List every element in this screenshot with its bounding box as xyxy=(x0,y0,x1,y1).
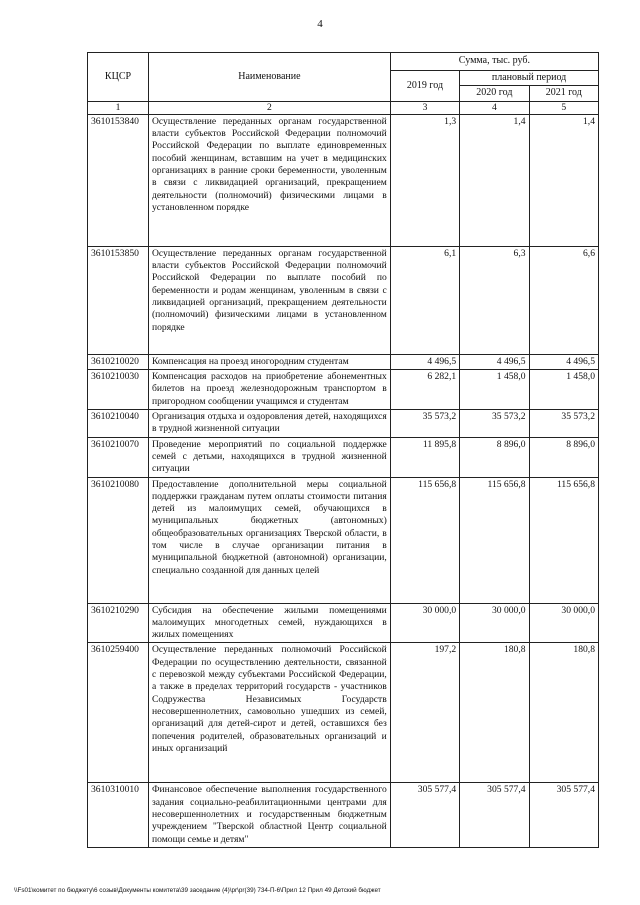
index-cell: 4 xyxy=(460,101,529,114)
row-value-2020: 30 000,0 xyxy=(460,603,529,643)
row-name: Осуществление переданных органам государственной власти субъектов Российской Федерации полномочий Российской Федерации по выплате единовременных пособий женщинам, вставшим на учет в медицинских организациях в ранние сроки беременности, уволенным в связи с ликвидацией организаций, прекращением деятельности (полномочий) физическими лицами в установленном порядке xyxy=(148,114,390,246)
row-value-2020: 4 496,5 xyxy=(460,354,529,369)
table-row xyxy=(88,437,599,477)
table-row xyxy=(88,246,599,354)
row-name: Субсидия на обеспечение жилыми помещениями малоимущих многодетных семей, нуждающихся в жилых помещениях xyxy=(148,603,390,643)
file-path-footer: \\Fs01\комитет по бюджету\6 созыв\Документы комитета\39 заседание (4)\pr\pr(39) 734-П-6\Прил 12 Прил 49 Детский бюджет xyxy=(14,887,381,894)
row-value-2020: 8 896,0 xyxy=(460,437,529,477)
row-code: 3610153840 xyxy=(88,114,149,246)
row-value-2020: 35 573,2 xyxy=(460,410,529,438)
row-code: 3610210080 xyxy=(88,477,149,603)
row-value-2021: 35 573,2 xyxy=(529,410,598,438)
index-cell: 1 xyxy=(88,101,149,114)
table-row xyxy=(88,370,599,410)
row-code: 3610210070 xyxy=(88,437,149,477)
table-row xyxy=(88,603,599,643)
row-name: Осуществление переданных органам государственной власти субъектов Российской Федерации полномочий Российской Федерации по выплате пособий по беременности и родам женщинам, уволенным в связи с ликвидацией организаций, прекращением деятельности (полномочий) физическими лицами в установленном порядке xyxy=(148,246,390,354)
row-name: Компенсация на проезд иногородним студентам xyxy=(148,354,390,369)
row-name: Осуществление переданных полномочий Российской Федерации по осуществлению деятельности, связанной с перевозкой между субъектами Российской Федерации, а также в пределах территорий государств - участников Содружества Независимых Государств несовершеннолетних, самовольно ушедших из семей, организаций для детей-сирот и детей, оставшихся без попечения родителей, образовательных организаций и иных организаций xyxy=(148,643,390,783)
page-number: 4 xyxy=(317,18,323,30)
row-value-2019: 115 656,8 xyxy=(390,477,459,603)
header-name: Наименование xyxy=(148,53,390,102)
table-row xyxy=(88,783,599,847)
row-code: 3610259400 xyxy=(88,643,149,783)
row-value-2019: 305 577,4 xyxy=(390,783,459,847)
header-sum: Сумма, тыс. руб. xyxy=(390,53,598,71)
header-year-2019: 2019 год xyxy=(390,71,459,102)
row-value-2021: 8 896,0 xyxy=(529,437,598,477)
row-value-2019: 4 496,5 xyxy=(390,354,459,369)
row-value-2021: 1 458,0 xyxy=(529,370,598,410)
row-name: Организация отдыха и оздоровления детей, находящихся в трудной жизненной ситуации xyxy=(148,410,390,438)
row-value-2021: 30 000,0 xyxy=(529,603,598,643)
header-year-2020: 2020 год xyxy=(460,86,529,101)
row-value-2021: 6,6 xyxy=(529,246,598,354)
table-row xyxy=(88,410,599,438)
row-code: 3610210020 xyxy=(88,354,149,369)
index-cell: 2 xyxy=(148,101,390,114)
row-name: Финансовое обеспечение выполнения государственного задания социально-реабилитационными центрами для несовершеннолетних и государственным бюджетным учреждением "Тверской областной Центр социальной помощи семье и детям" xyxy=(148,783,390,847)
row-value-2021: 180,8 xyxy=(529,643,598,783)
row-value-2019: 6 282,1 xyxy=(390,370,459,410)
row-value-2020: 6,3 xyxy=(460,246,529,354)
table-row xyxy=(88,477,599,603)
row-code: 3610153850 xyxy=(88,246,149,354)
row-code: 3610210040 xyxy=(88,410,149,438)
row-value-2020: 305 577,4 xyxy=(460,783,529,847)
row-value-2020: 115 656,8 xyxy=(460,477,529,603)
row-value-2021: 115 656,8 xyxy=(529,477,598,603)
table-row xyxy=(88,643,599,783)
row-name: Предоставление дополнительной меры социальной поддержки гражданам путем оплаты стоимости питания детей из малоимущих семей, обучающихся в муниципальных бюджетных (автономных) общеобразовательных организациях Тверской области, в том числе в случае организации питания в муниципальной бюджетной (автономной) организации, специально созданной для данных целей xyxy=(148,477,390,603)
row-value-2019: 1,3 xyxy=(390,114,459,246)
row-code: 3610310010 xyxy=(88,783,149,847)
header-planned-period: плановый период xyxy=(460,71,599,86)
row-value-2021: 4 496,5 xyxy=(529,354,598,369)
header-year-2021: 2021 год xyxy=(529,86,598,101)
row-value-2020: 1 458,0 xyxy=(460,370,529,410)
row-value-2019: 11 895,8 xyxy=(390,437,459,477)
budget-table xyxy=(87,52,599,848)
row-value-2019: 197,2 xyxy=(390,643,459,783)
row-name: Проведение мероприятий по социальной поддержке семей с детьми, находящихся в трудной жизненной ситуации xyxy=(148,437,390,477)
row-value-2019: 6,1 xyxy=(390,246,459,354)
row-value-2021: 305 577,4 xyxy=(529,783,598,847)
header-code: КЦСР xyxy=(88,53,149,102)
index-row xyxy=(88,101,599,114)
row-value-2019: 30 000,0 xyxy=(390,603,459,643)
row-value-2019: 35 573,2 xyxy=(390,410,459,438)
row-name: Компенсация расходов на приобретение абонементных билетов на проезд железнодорожным транспортом в пригородном сообщении учащимся и студентам xyxy=(148,370,390,410)
index-cell: 3 xyxy=(390,101,459,114)
row-value-2021: 1,4 xyxy=(529,114,598,246)
row-code: 3610210290 xyxy=(88,603,149,643)
table-row xyxy=(88,354,599,369)
row-code: 3610210030 xyxy=(88,370,149,410)
row-value-2020: 1,4 xyxy=(460,114,529,246)
table-row xyxy=(88,114,599,246)
index-cell: 5 xyxy=(529,101,598,114)
row-value-2020: 180,8 xyxy=(460,643,529,783)
